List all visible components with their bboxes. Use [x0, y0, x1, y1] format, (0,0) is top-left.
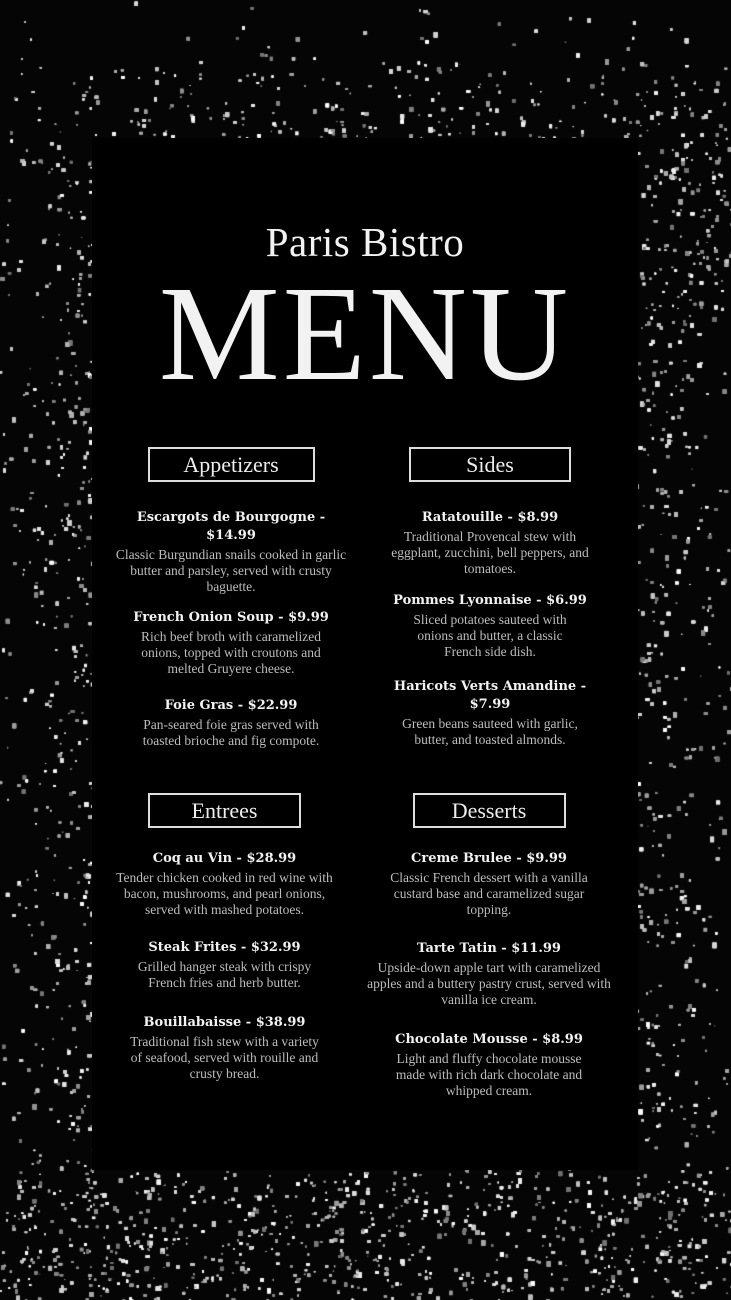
- menu-title: MENU: [158, 259, 572, 409]
- item-description: Traditional Provencal stew with eggplant, zucchini, bell peppers, and tomatoes.: [391, 529, 589, 576]
- menu-item: [375, 592, 605, 660]
- menu-item: [354, 1031, 624, 1099]
- section-heading-desserts: Desserts: [413, 793, 566, 828]
- menu-item: [354, 940, 624, 1008]
- menu-item: [108, 850, 341, 918]
- menu-item: [112, 697, 350, 749]
- item-name: Ratatouille - $8.99: [421, 510, 559, 525]
- item-name: Coq au Vin - $28.99: [152, 851, 297, 866]
- item-name: Pommes Lyonnaise - $6.99: [393, 593, 587, 608]
- item-name: Chocolate Mousse - $8.99: [395, 1032, 583, 1047]
- section-appetizers: [112, 447, 350, 749]
- restaurant-name: Paris Bistro: [265, 219, 465, 265]
- menu-item: [375, 678, 605, 748]
- item-description: Tender chicken cooked in red wine with bacon, mushrooms, and pearl onions, served with mashed potatoes.: [116, 870, 333, 917]
- section-heading-appetizers: Appetizers: [148, 447, 315, 482]
- item-description: Pan-seared foie gras served with toasted brioche and fig compote.: [142, 717, 320, 748]
- menu-item: [112, 609, 350, 677]
- item-name: Escargots de Bourgogne - $14.99: [136, 510, 326, 543]
- item-description: Upside-down apple tart with caramelized apples and a buttery pastry crust, served with vanilla ice cream.: [367, 960, 611, 1007]
- item-name: Haricots Verts Amandine - $7.99: [393, 679, 587, 712]
- item-name: Steak Frites - $32.99: [148, 940, 301, 955]
- menu-panel: [92, 138, 638, 1170]
- section-heading-sides: Sides: [409, 447, 571, 482]
- menu-item: [108, 1014, 341, 1082]
- item-name: French Onion Soup - $9.99: [133, 610, 329, 625]
- item-description: Light and fluffy chocolate mousse made with rich dark chocolate and whipped cream.: [395, 1051, 583, 1098]
- item-name: Tarte Tatin - $11.99: [417, 941, 561, 956]
- section-sides: [375, 447, 605, 748]
- menu-item: [108, 939, 341, 991]
- item-description: Green beans sauteed with garlic, butter, and toasted almonds.: [402, 716, 578, 747]
- menu-item: [375, 509, 605, 577]
- menu-item: [112, 509, 350, 595]
- section-desserts: [354, 793, 624, 1099]
- item-description: Classic Burgundian snails cooked in garlic butter and parsley, served with crusty baguette.: [115, 547, 347, 594]
- section-entrees: [108, 793, 341, 1082]
- item-description: Classic French dessert with a vanilla custard base and caramelized sugar topping.: [390, 870, 588, 917]
- item-description: Rich beef broth with caramelized onions, topped with croutons and melted Gruyere cheese.: [141, 629, 321, 676]
- item-description: Sliced potatoes sauteed with onions and butter, a classic French side dish.: [413, 612, 567, 659]
- item-description: Traditional fish stew with a variety of seafood, served with rouille and crusty bread.: [130, 1034, 319, 1081]
- item-description: Grilled hanger steak with crispy French fries and herb butter.: [137, 959, 312, 990]
- menu-item: [354, 850, 624, 918]
- item-name: Creme Brulee - $9.99: [411, 851, 567, 866]
- item-name: Foie Gras - $22.99: [164, 698, 298, 713]
- item-name: Bouillabaisse - $38.99: [143, 1015, 306, 1030]
- section-heading-entrees: Entrees: [148, 793, 301, 828]
